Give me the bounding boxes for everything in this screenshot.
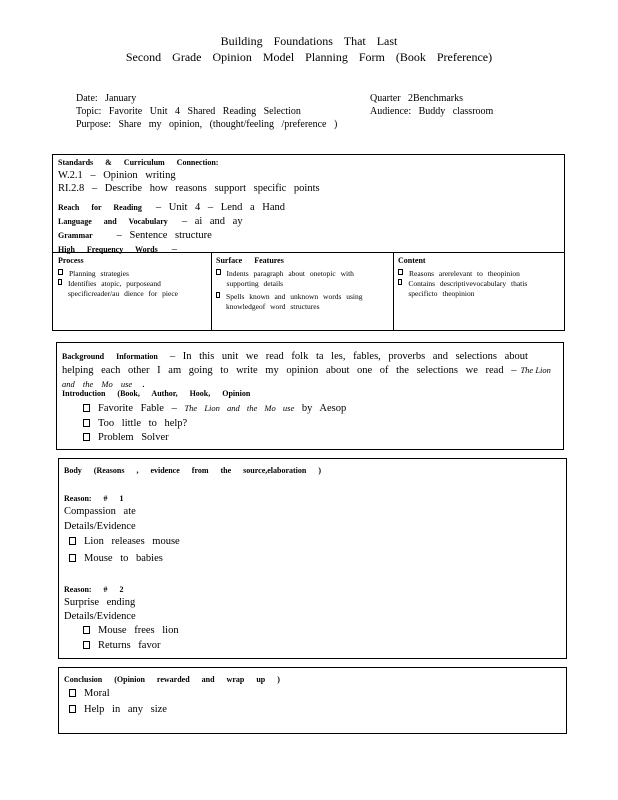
list-item: Returns favor (83, 640, 160, 651)
criteria-divider-2 (393, 253, 394, 330)
title-line-2: Second Grade Opinion Model Planning Form (Book Preference) (125, 50, 493, 64)
checkbox-icon (58, 279, 62, 285)
criteria-table (52, 252, 565, 331)
reason-1-label: Reason: # 1 (64, 494, 124, 503)
language-value: – ai and ay (181, 216, 243, 227)
meta-purpose: Purpose: Share my opinion, (thought/feeling /preference ) (76, 119, 338, 130)
body-label: Body (Reasons , evidence from the source,elaboration ) (64, 466, 322, 475)
background-text-2: helping each other I am going to write my opinion about one of the selections we read – (62, 365, 517, 376)
checkbox-icon (216, 292, 220, 298)
list-item: Help in any size (69, 704, 167, 715)
title-line-1: Building Foundations That Last (220, 34, 398, 48)
body-box (58, 458, 567, 659)
reason-2-text: Surprise ending (64, 597, 136, 608)
list-item: Mouse to babies (69, 553, 163, 564)
reach-label: Reach for Reading (58, 203, 142, 212)
details-1-label: Details/Evidence (64, 521, 136, 532)
reach-value: – Unit 4 – Lend a Hand (155, 202, 286, 213)
background-period: . (142, 379, 145, 390)
process-heading: Process (58, 256, 84, 265)
checkbox-icon (398, 269, 403, 275)
list-item: Identifies atopic, purposeand specificreader/au dience for piece (58, 279, 206, 299)
surface-heading: Surface Features (216, 256, 284, 265)
list-item: Contains descriptivevocabulary thatis specificto theopinion (398, 279, 558, 299)
grammar-value: – Sentence structure (116, 230, 212, 241)
criteria-divider-1 (211, 253, 212, 330)
checkbox-icon (69, 537, 76, 545)
list-item: Lion releases mouse (69, 536, 180, 547)
list-item: Too little to help? (83, 418, 187, 429)
meta-date: Date: January (76, 93, 137, 104)
book-title-part-2: and the Mo use (62, 379, 133, 389)
conclusion-label: Conclusion (Opinion rewarded and wrap up ) (64, 675, 280, 684)
reason-2-label: Reason: # 2 (64, 585, 124, 594)
language-label: Language and Vocabulary (58, 217, 168, 226)
checkbox-icon (69, 554, 76, 562)
standard-ri28: RI.2.8 – Describe how reasons support specific points (58, 183, 320, 194)
list-item: Mouse frees lion (83, 625, 179, 636)
list-item: Problem Solver (83, 432, 169, 443)
standards-box (52, 154, 565, 253)
list-item: Spells known and unknown words using knowledgeof word structures (216, 292, 386, 312)
checkbox-icon (83, 404, 90, 412)
meta-audience: Audience: Buddy classroom (370, 106, 494, 117)
checkbox-icon (83, 419, 90, 427)
background-text-1: – In this unit we read folk ta les, fables, proverbs and selections about (169, 351, 528, 362)
list-item: Indents paragraph about onetopic with supporting details (216, 269, 386, 289)
meta-topic: Topic: Favorite Unit 4 Shared Reading Selection (76, 106, 301, 117)
background-label: Background Information (62, 352, 158, 361)
checkbox-icon (69, 689, 76, 697)
checkbox-icon (83, 641, 90, 649)
list-item: Reasons arerelevant to theopinion (398, 269, 558, 279)
checkbox-icon (83, 626, 90, 634)
book-title-part-1: The Lion (520, 365, 551, 375)
list-item: Favorite Fable – The Lion and the Mo use by Aesop (83, 403, 346, 414)
content-heading: Content (398, 256, 426, 265)
process-column (58, 256, 206, 299)
checkbox-icon (83, 433, 90, 441)
meta-quarter: Quarter 2Benchmarks (370, 93, 464, 104)
checkbox-icon (216, 269, 221, 275)
checkbox-icon (398, 279, 402, 285)
conclusion-box (58, 667, 567, 734)
surface-column (216, 256, 386, 312)
content-column (398, 256, 558, 299)
details-2-label: Details/Evidence (64, 611, 136, 622)
standards-heading: Standards & Curriculum Connection: (58, 158, 219, 167)
standard-w21: W.2.1 – Opinion writing (58, 170, 176, 181)
background-box (56, 342, 564, 450)
grammar-label: Grammar (58, 231, 93, 240)
reason-1-text: Compassion ate (64, 506, 136, 517)
hf-value: – (171, 244, 177, 255)
introduction-label: Introduction (Book, Author, Hook, Opinion (62, 389, 251, 398)
checkbox-icon (58, 269, 63, 275)
hf-label: High Frequency Words (58, 245, 158, 254)
list-item: Planning strategies (58, 269, 206, 279)
checkbox-icon (69, 705, 76, 713)
list-item: Moral (69, 688, 110, 699)
